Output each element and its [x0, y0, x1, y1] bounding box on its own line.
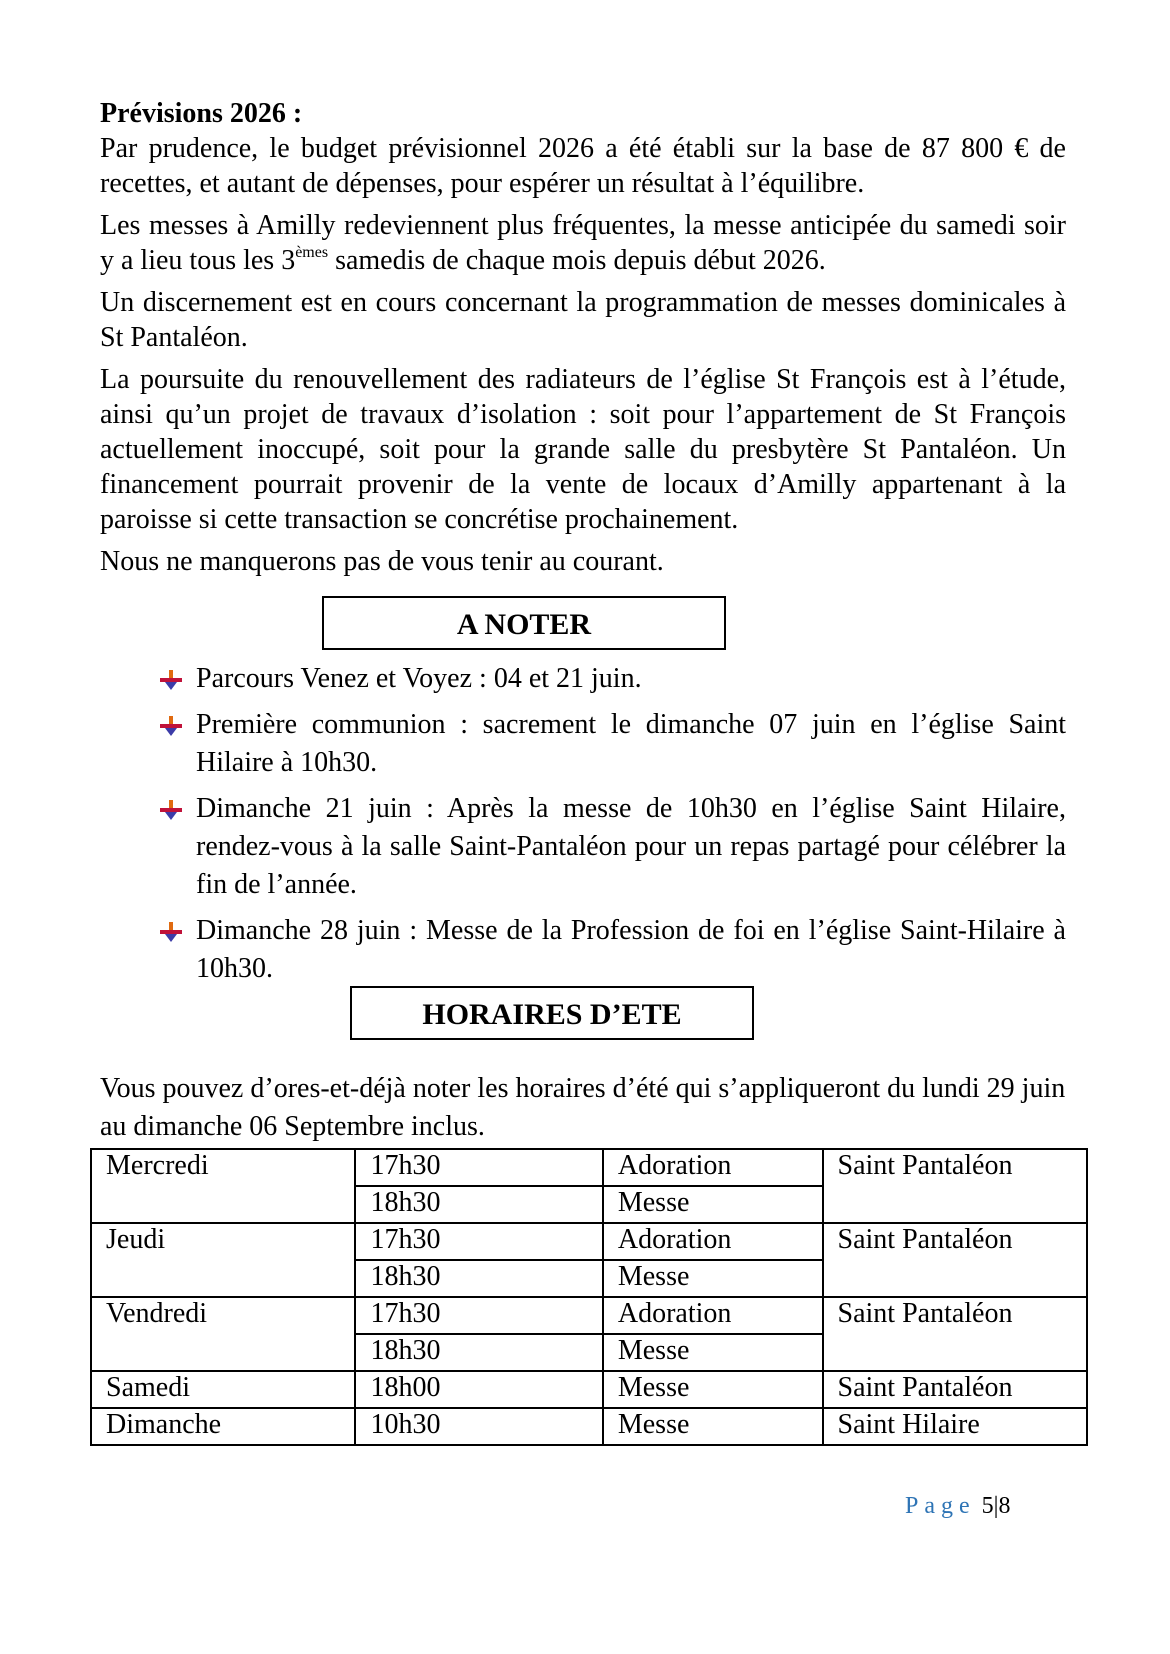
- arrow-bullet-icon: [160, 922, 184, 942]
- notes-title-box: [322, 596, 726, 650]
- notes-item: Parcours Venez et Voyez : 04 et 21 juin.: [100, 660, 1066, 698]
- table-row: [91, 1408, 1087, 1445]
- type-cell: Messe: [603, 1260, 823, 1297]
- type-cell: Messe: [603, 1371, 823, 1408]
- table-row: [91, 1223, 1087, 1260]
- arrow-bullet-icon: [160, 716, 184, 736]
- summer-title: HORAIRES D’ETE: [422, 998, 682, 1031]
- type-cell: Messe: [603, 1186, 823, 1223]
- forecast-paragraph-2-end: samedis de chaque mois depuis début 2026.: [328, 245, 826, 276]
- type-cell: Adoration: [603, 1149, 823, 1186]
- superscript-emes: èmes: [295, 244, 329, 261]
- day-cell: Mercredi: [91, 1149, 355, 1223]
- page-label: Page: [905, 1493, 976, 1519]
- place-cell: Saint Hilaire: [823, 1408, 1087, 1445]
- notes-list: [100, 660, 1066, 996]
- time-cell: 18h00: [355, 1371, 602, 1408]
- time-cell: 17h30: [355, 1297, 602, 1334]
- day-cell: Vendredi: [91, 1297, 355, 1371]
- notes-item: Dimanche 21 juin : Après la messe de 10h30 en l’église Saint Hilaire, rendez-vous à la salle Saint-Pantaléon pour un repas partagé pour célébrer la fin de l’année.: [100, 790, 1066, 904]
- forecast-paragraph-2-start: Les messes à Amilly redeviennent plus fréquentes, la messe anticipée du samedi soir y a lieu tous les 3: [100, 210, 1066, 276]
- forecast-paragraph-4: La poursuite du renouvellement des radiateurs de l’église St François est à l’étude, ainsi qu’un projet de travaux d’isolation : soit pour l’appartement de St François actuellement inoccupé, soit pour la grande salle du presbytère St Pantaléon. Un financement pourrait provenir de la vente de locaux d’Amilly appartenant à la paroisse si cette transaction se concrétise prochainement.: [100, 364, 1066, 535]
- table-row: [91, 1149, 1087, 1186]
- place-cell: Saint Pantaléon: [823, 1297, 1087, 1371]
- type-cell: Messe: [603, 1408, 823, 1445]
- place-cell: Saint Pantaléon: [823, 1223, 1087, 1297]
- place-cell: Saint Pantaléon: [823, 1371, 1087, 1408]
- table-row: [91, 1297, 1087, 1334]
- summer-title-box: [350, 986, 754, 1040]
- type-cell: Adoration: [603, 1223, 823, 1260]
- page-number: [905, 1493, 1010, 1520]
- type-cell: Adoration: [603, 1297, 823, 1334]
- summer-intro: Vous pouvez d’ores-et-déjà noter les horaires d’été qui s’appliqueront du lundi 29 juin au dimanche 06 Septembre inclus.: [100, 1073, 1066, 1142]
- notes-item: Première communion : sacrement le dimanche 07 juin en l’église Saint Hilaire à 10h30.: [100, 706, 1066, 782]
- notes-item: Dimanche 28 juin : Messe de la Profession de foi en l’église Saint-Hilaire à 10h30.: [100, 912, 1066, 988]
- time-cell: 18h30: [355, 1260, 602, 1297]
- time-cell: 18h30: [355, 1186, 602, 1223]
- page-current: 5: [981, 1493, 994, 1519]
- day-cell: Samedi: [91, 1371, 355, 1408]
- day-cell: Jeudi: [91, 1223, 355, 1297]
- time-cell: 18h30: [355, 1334, 602, 1371]
- summer-schedule-table: [90, 1148, 1088, 1446]
- day-cell: Dimanche: [91, 1408, 355, 1445]
- forecast-paragraph-1: Par prudence, le budget prévisionnel 2026 a été établi sur la base de 87 800 € de recettes, et autant de dépenses, pour espérer un résultat à l’équilibre.: [100, 133, 1066, 199]
- place-cell: Saint Pantaléon: [823, 1149, 1087, 1223]
- page-separator: |: [993, 1493, 999, 1519]
- forecast-paragraph-5: Nous ne manquerons pas de vous tenir au courant.: [100, 546, 664, 577]
- time-cell: 10h30: [355, 1408, 602, 1445]
- page-content: [100, 96, 1066, 579]
- time-cell: 17h30: [355, 1149, 602, 1186]
- arrow-bullet-icon: [160, 670, 184, 690]
- time-cell: 17h30: [355, 1223, 602, 1260]
- forecast-paragraph-3: Un discernement est en cours concernant la programmation de messes dominicales à St Pantaléon.: [100, 287, 1066, 353]
- forecast-paragraph-2: [100, 208, 1066, 278]
- forecast-title: Prévisions 2026 :: [100, 98, 303, 129]
- arrow-bullet-icon: [160, 800, 184, 820]
- page-total: 8: [998, 1493, 1011, 1519]
- table-row: [91, 1371, 1087, 1408]
- notes-title: A NOTER: [456, 608, 592, 641]
- type-cell: Messe: [603, 1334, 823, 1371]
